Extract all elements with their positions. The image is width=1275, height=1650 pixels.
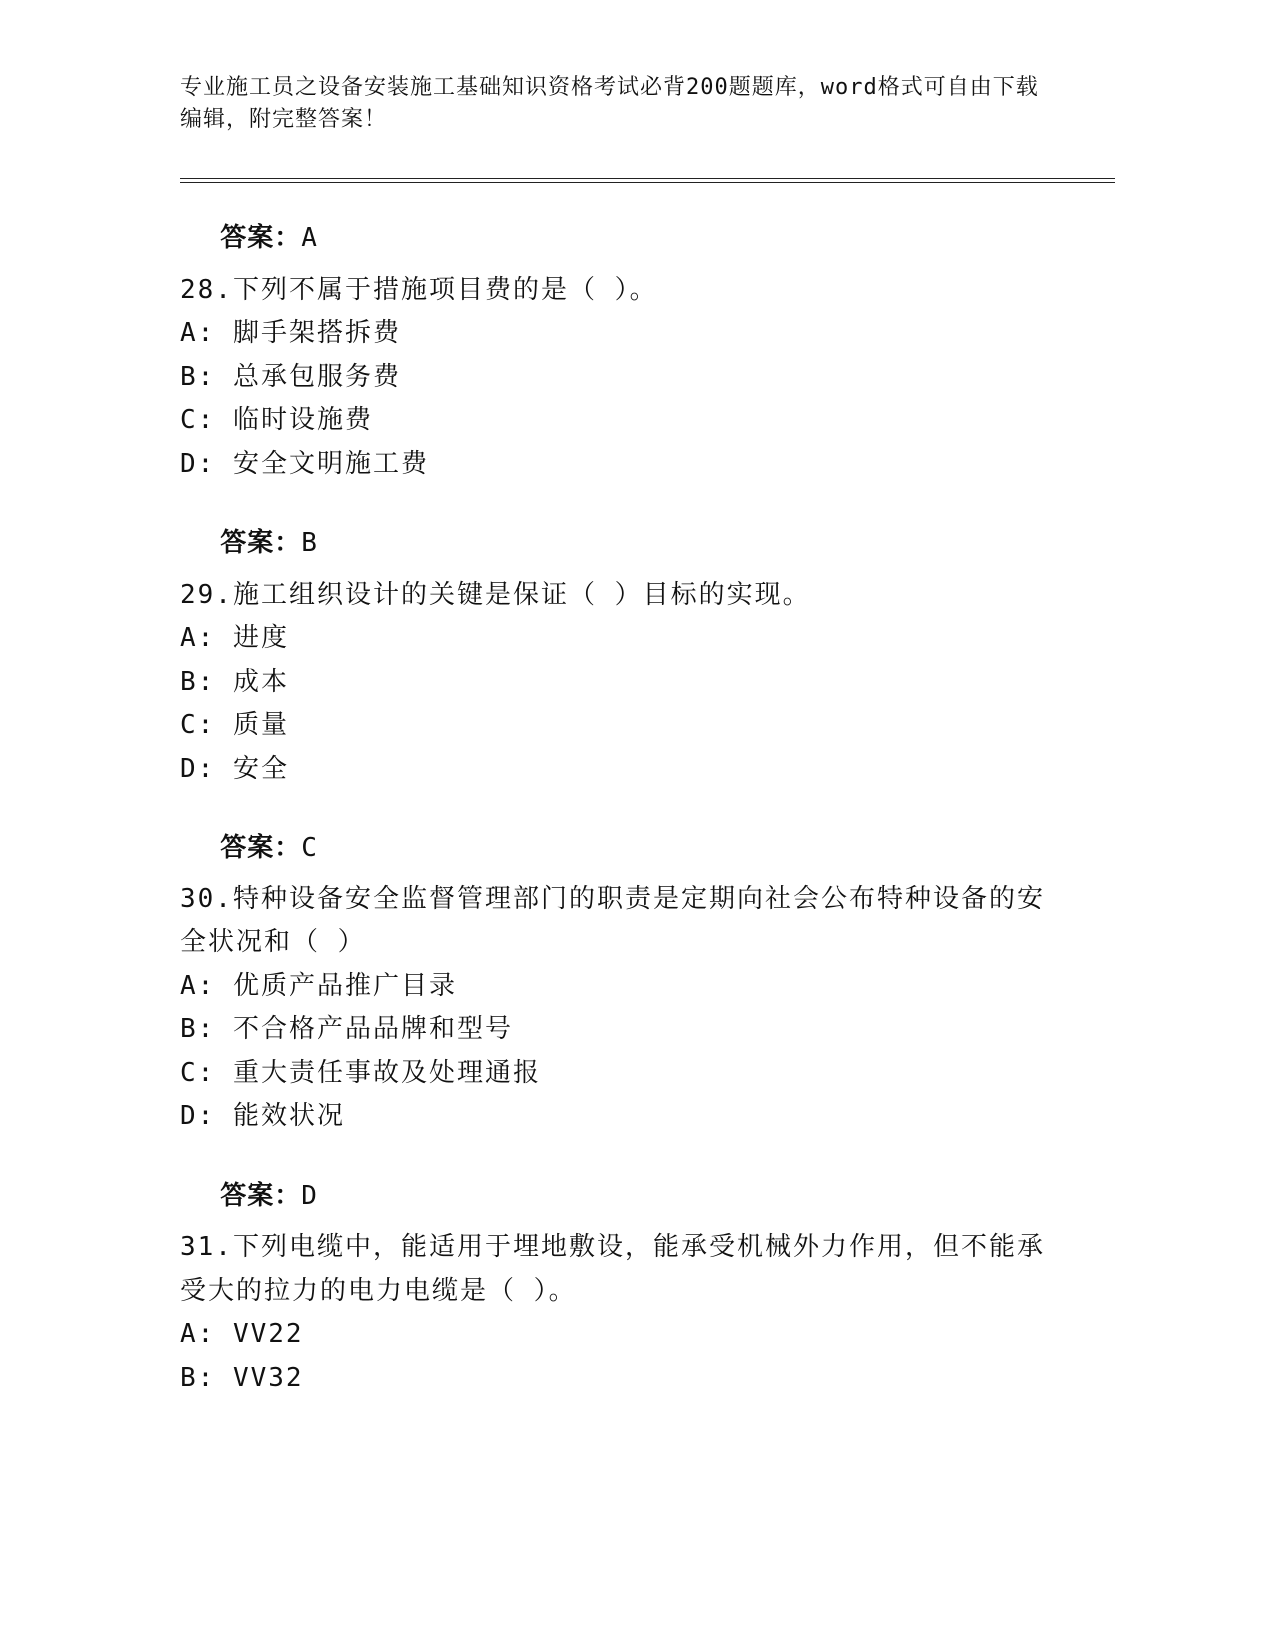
option-b: B: 总承包服务费	[180, 362, 401, 392]
option-c: C: 质量	[180, 710, 289, 740]
option-b: B: 成本	[180, 667, 289, 697]
option-a: A: 脚手架搭拆费	[180, 318, 401, 348]
answer-value: A	[301, 223, 318, 253]
answer-label: 答案：	[220, 223, 302, 253]
answer-value: D	[301, 1181, 318, 1211]
question-stem-continued: 全状况和（ ）	[180, 927, 366, 957]
option-c: C: 重大责任事故及处理通报	[180, 1058, 541, 1088]
question-stem: 28.下列不属于措施项目费的是（ ）。	[180, 275, 658, 305]
option-a: A: 进度	[180, 623, 289, 653]
option-b: B: VV32	[180, 1363, 304, 1393]
answer-label: 答案：	[220, 528, 302, 558]
question-stem: 30.特种设备安全监督管理部门的职责是定期向社会公布特种设备的安	[180, 884, 1045, 914]
question-stem: 31.下列电缆中，能适用于埋地敷设，能承受机械外力作用，但不能承	[180, 1232, 1045, 1262]
document-header: 专业施工员之设备安装施工基础知识资格考试必背200题题库，word格式可自由下载编辑，附完整答案！	[180, 75, 1039, 132]
option-c: C: 临时设施费	[180, 405, 373, 435]
answer-label: 答案：	[220, 1181, 302, 1211]
question-stem-continued: 受大的拉力的电力电缆是（ ）。	[180, 1276, 577, 1306]
header-rule	[180, 178, 1115, 183]
question-stem: 29.施工组织设计的关键是保证（ ）目标的实现。	[180, 580, 811, 610]
option-a: A: 优质产品推广目录	[180, 971, 457, 1001]
answer-value: C	[301, 833, 318, 863]
option-d: D: 能效状况	[180, 1101, 345, 1131]
answer-label: 答案：	[220, 833, 302, 863]
answer-value: B	[301, 528, 318, 558]
option-d: D: 安全	[180, 754, 289, 784]
option-b: B: 不合格产品品牌和型号	[180, 1014, 513, 1044]
option-a: A: VV22	[180, 1319, 304, 1349]
option-d: D: 安全文明施工费	[180, 449, 429, 479]
